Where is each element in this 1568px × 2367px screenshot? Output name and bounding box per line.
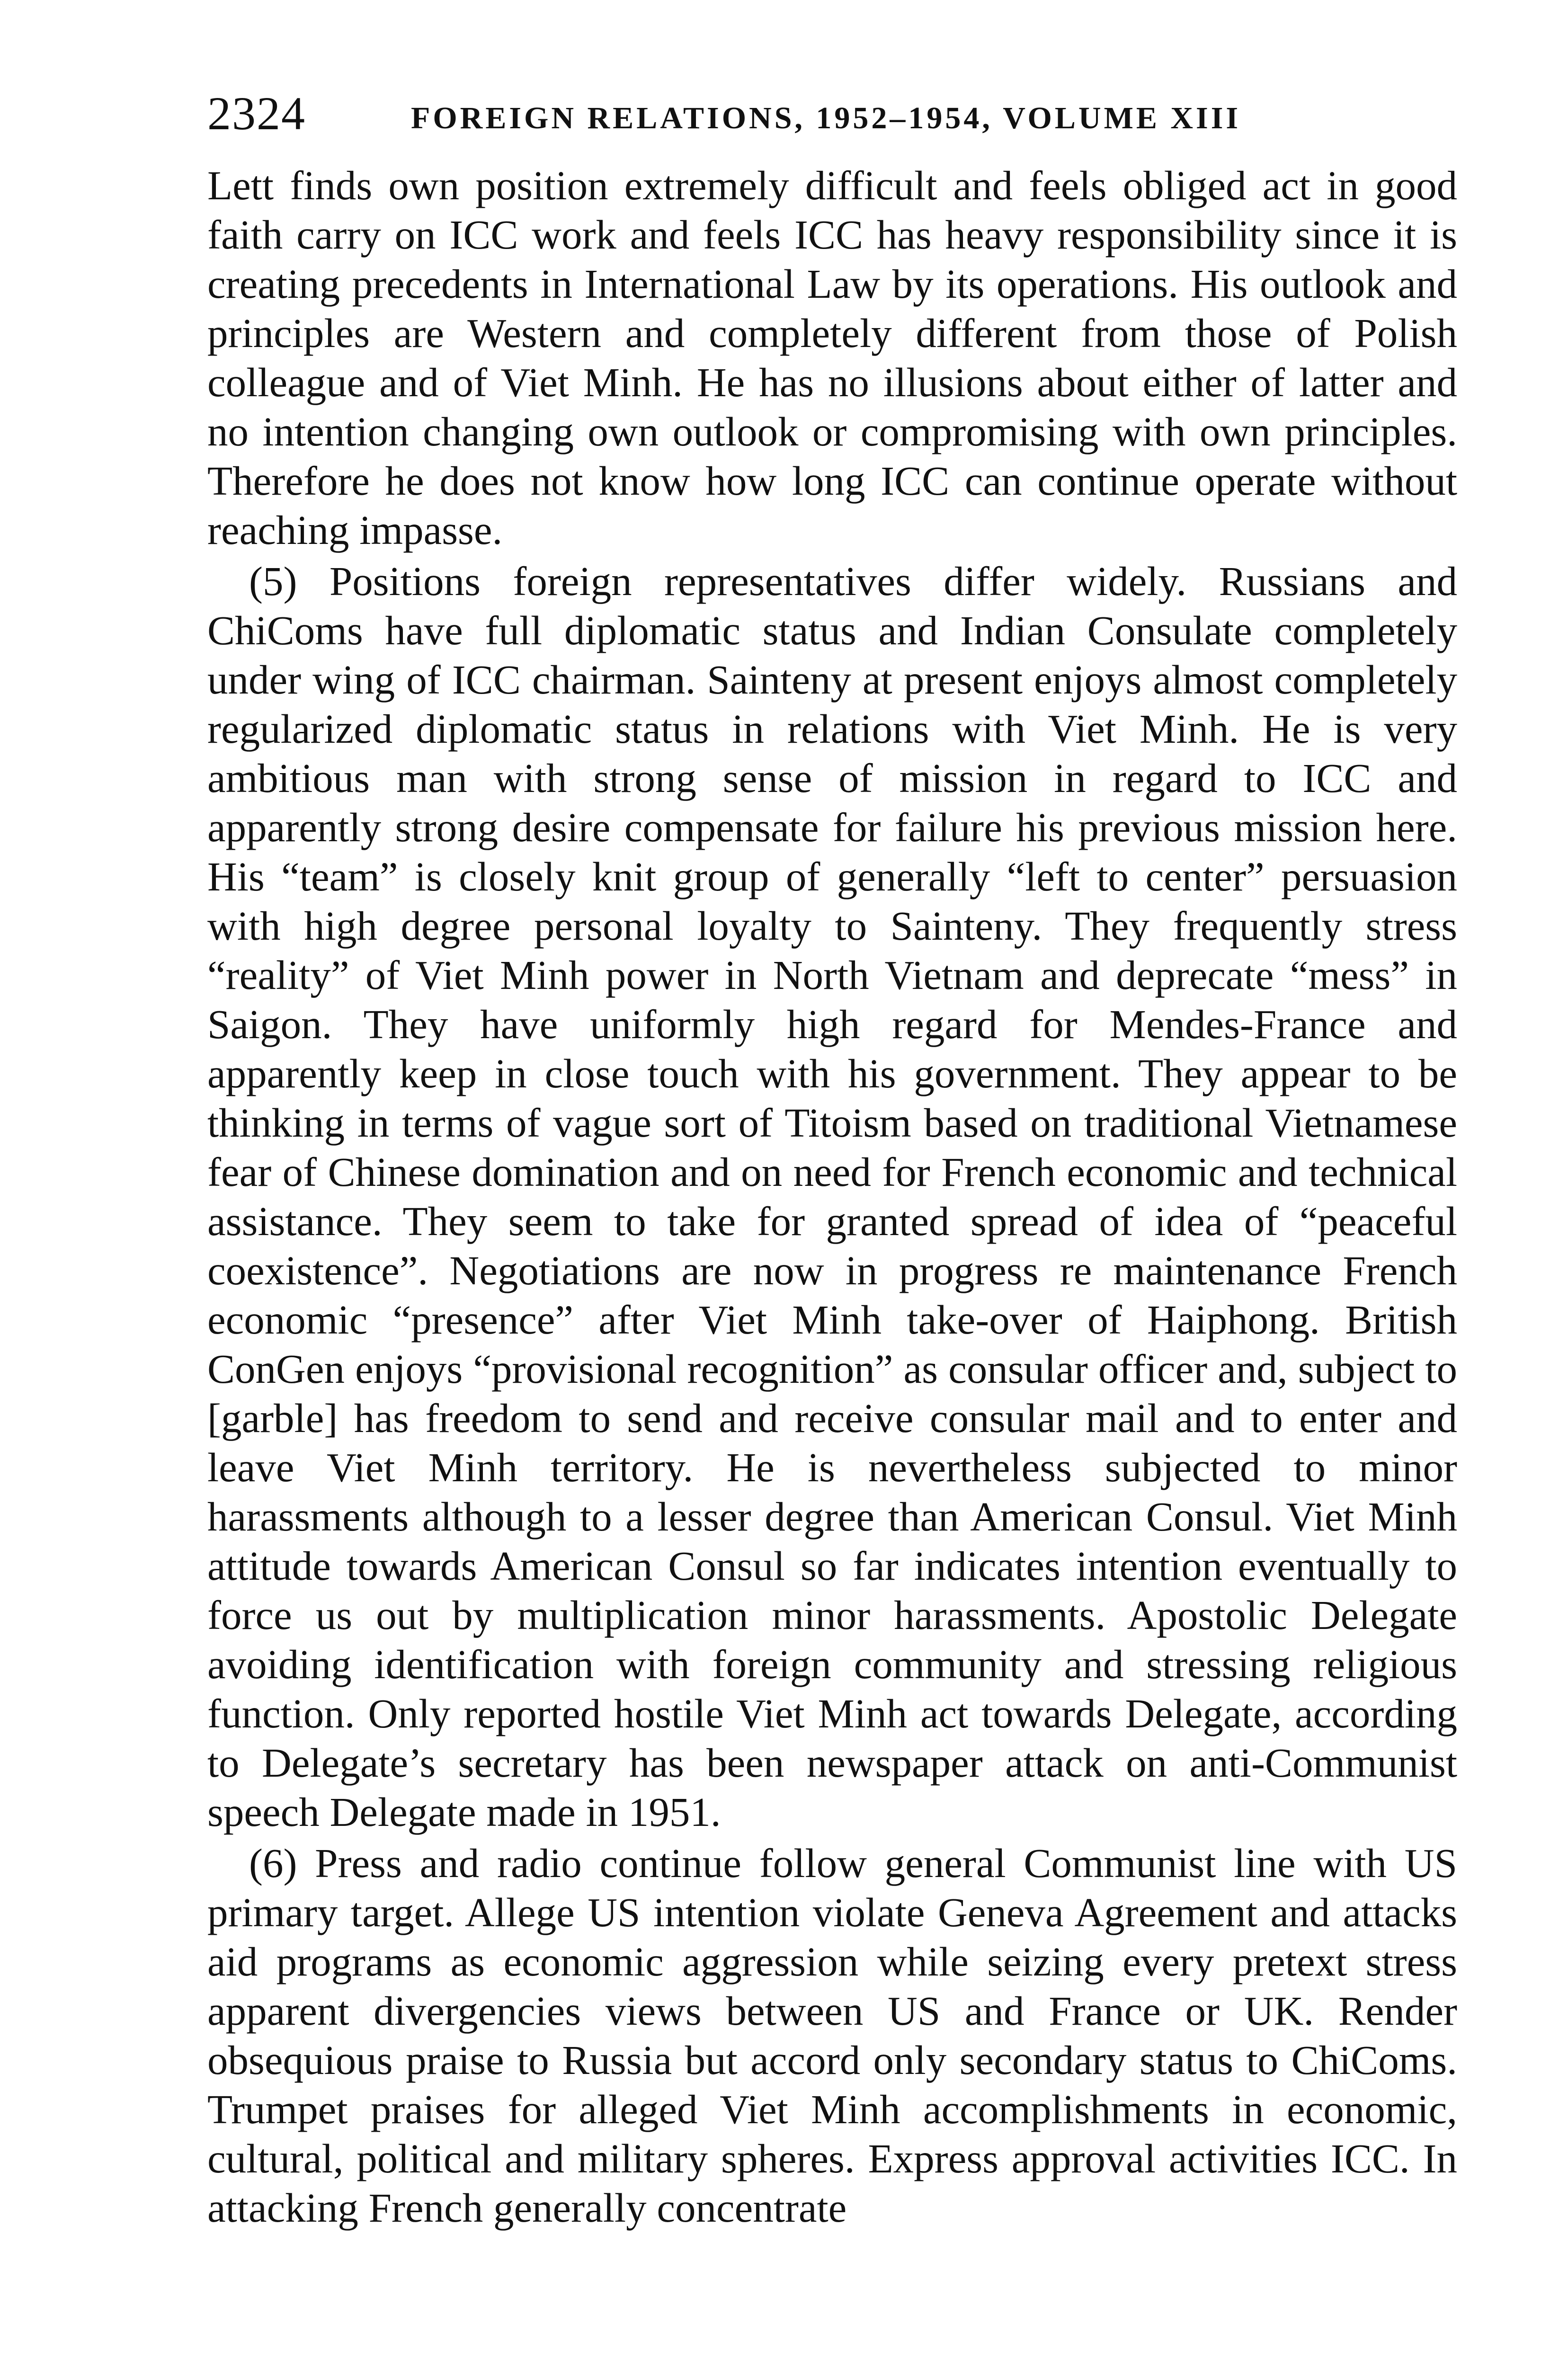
running-head: FOREIGN RELATIONS, 1952–1954, VOLUME XIII xyxy=(411,101,1241,135)
page-header xyxy=(207,80,1325,147)
page-number: 2324 xyxy=(207,87,306,140)
paragraph-6: (6) Press and radio continue follow general Communist line with US primary target. Allege US intention violate Geneva Agreement and attacks aid programs as economic aggression while seizing every pretext stress apparent divergencies views between US and France or UK. Render obsequious praise to Russia but accord only secondary status to ChiComs. Trumpet praises for alleged Viet Minh accomplishments in economic, cultural, political and military spheres. Express approval activities ICC. In attacking French generally concentrate xyxy=(207,1840,1457,2231)
paragraph-continuation: Lett finds own position extremely difficult and feels obliged act in good faith carry on ICC work and feels ICC has heavy responsibility since it is creating precedents in International Law by its operations. His outlook and principles are Western and completely different from those of Polish colleague and of Viet Minh. He has no illusions about either of latter and no intention changing own outlook or compromising with own principles. Therefore he does not know how long ICC can continue operate without reaching impasse. xyxy=(207,162,1457,553)
paragraph-5: (5) Positions foreign representatives differ widely. Russians and ChiComs have full diplomatic status and Indian Consulate completely under wing of ICC chairman. Sainteny at present enjoys almost completely regularized diplomatic status in relations with Viet Minh. He is very ambitious man with strong sense of mission in regard to ICC and apparently strong desire compensate for failure his previous mission here. His “team” is closely knit group of generally “left to center” persuasion with high degree personal loyalty to Sainteny. They frequently stress “reality” of Viet Minh power in North Vietnam and deprecate “mess” in Saigon. They have uniformly high regard for Mendes-France and apparently keep in close touch with his government. They appear to be thinking in terms of vague sort of Titoism based on traditional Vietnamese fear of Chinese domination and on need for French economic and technical assistance. They seem to take for granted spread of idea of “peaceful coexistence”. Negotiations are now in progress re maintenance French economic “presence” after Viet Minh take-over of Haiphong. British ConGen enjoys “provisional recognition” as consular officer and, subject to [garble] has freedom to send and receive consular mail and to enter and leave Viet Minh territory. He is nevertheless subjected to minor harassments although to a lesser degree than American Consul. Viet Minh attitude towards American Consul so far indicates intention eventually to force us out by multiplication minor harassments. Apostolic Delegate avoiding identification with foreign community and stressing religious function. Only reported hostile Viet Minh act towards Delegate, according to Delegate’s secretary has been newspaper attack on anti-Communist speech Delegate made in 1951. xyxy=(207,558,1457,1835)
body-text xyxy=(207,161,1457,2233)
